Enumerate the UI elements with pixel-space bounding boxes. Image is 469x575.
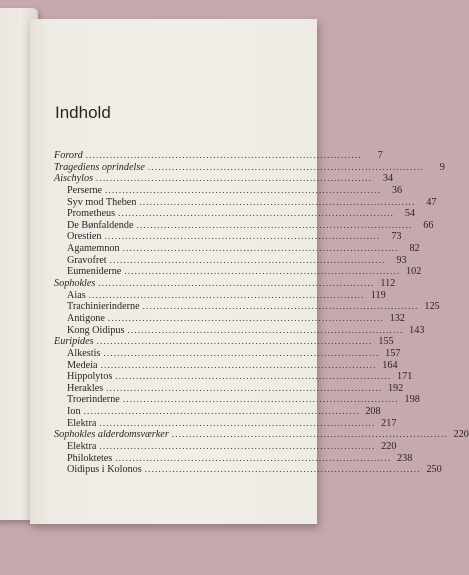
toc-entry-title: Sophokles alderdomsværker <box>54 429 169 441</box>
toc-entry <box>54 184 403 197</box>
toc-entry <box>54 371 413 383</box>
toc-entry-page-number: 73 <box>391 231 402 243</box>
toc-entry-title: Aischylos <box>54 173 94 185</box>
dot-leader: ................................................................................ <box>122 394 399 405</box>
toc-entry <box>54 161 445 174</box>
dot-leader: ................................................................................ <box>127 324 404 335</box>
toc-entry <box>54 464 442 476</box>
dot-leader: ................................................................................ <box>85 150 362 160</box>
toc-entry-page-number: 217 <box>381 417 397 429</box>
dot-leader: ................................................................................ <box>106 382 383 393</box>
toc-entry-title: Elektra <box>67 417 97 429</box>
table-of-contents <box>54 150 469 476</box>
toc-entry-page-number: 143 <box>409 324 425 336</box>
toc-entry-title: Philoktetes <box>67 452 113 464</box>
toc-entry-title: Ion <box>67 406 81 418</box>
toc-entry <box>54 301 440 313</box>
toc-entry <box>54 196 437 209</box>
dot-leader: ................................................................................ <box>115 371 392 382</box>
toc-entry-page-number: 119 <box>370 289 386 301</box>
toc-entry-page-number: 208 <box>365 406 381 418</box>
toc-entry-page-number: 157 <box>385 347 401 359</box>
dot-leader: ................................................................................ <box>103 347 380 358</box>
toc-entry-page-number: 198 <box>404 394 420 406</box>
toc-entry <box>54 429 469 441</box>
toc-entry-title: Forord <box>54 150 83 161</box>
toc-entry <box>54 312 405 325</box>
toc-entry-title: Alkestis <box>67 347 101 359</box>
toc-entry-page-number: 125 <box>424 301 440 313</box>
toc-entry <box>54 254 407 267</box>
toc-entry-title: Trachinierinderne <box>67 301 140 313</box>
dot-leader: ................................................................................ <box>144 464 421 475</box>
toc-entry <box>54 278 396 290</box>
toc-entry-title: Kong Oidipus <box>67 324 125 336</box>
toc-entry-page-number: 220 <box>453 429 469 441</box>
toc-entry-page-number: 102 <box>406 266 422 278</box>
toc-entry-title: Aias <box>67 289 86 301</box>
toc-entry-title: Herakles <box>67 382 104 394</box>
toc-entry-title: Perserne <box>67 184 103 196</box>
toc-entry <box>54 359 398 372</box>
dot-leader: ................................................................................ <box>139 196 416 207</box>
toc-entry <box>54 208 416 220</box>
toc-entry-title: Hippolytos <box>67 371 113 383</box>
dot-leader: ................................................................................ <box>107 312 384 323</box>
toc-entry-page-number: 164 <box>382 359 398 371</box>
toc-entry-title: Antigone <box>67 312 105 324</box>
toc-entry-page-number: 54 <box>404 208 416 220</box>
toc-entry-page-number: 192 <box>387 382 404 394</box>
toc-entry-page-number: 9 <box>439 161 445 173</box>
toc-entry-title: Medeia <box>67 359 98 371</box>
toc-entry-title: Oidipus i Kolonos <box>67 464 142 476</box>
toc-entry-title: Sophokles <box>54 278 96 290</box>
toc-entry <box>54 173 394 185</box>
dot-leader: ................................................................................ <box>124 266 401 277</box>
toc-entry-page-number: 47 <box>426 196 437 208</box>
page-title: Indhold <box>55 103 111 122</box>
toc-entry <box>54 336 394 348</box>
dot-leader: ................................................................................ <box>115 452 392 463</box>
dot-leader: ................................................................................ <box>105 184 382 195</box>
toc-entry <box>54 452 413 465</box>
toc-entry-title: Orestien <box>67 231 102 243</box>
toc-entry-page-number: 112 <box>380 278 396 290</box>
toc-entry <box>54 266 422 278</box>
toc-entry-page-number: 93 <box>396 254 407 266</box>
toc-entry-page-number: 7 <box>377 150 383 161</box>
toc-entry <box>54 150 383 162</box>
dot-leader: ................................................................................ <box>83 406 360 417</box>
toc-entry-page-number: 82 <box>409 243 420 255</box>
toc-entry <box>54 382 404 395</box>
toc-entry <box>54 347 401 360</box>
toc-entry-page-number: 220 <box>381 441 397 453</box>
dot-leader: ................................................................................ <box>142 301 419 312</box>
dot-leader: ................................................................................ <box>104 231 381 242</box>
toc-entry-title: Troerinderne <box>67 394 120 406</box>
toc-entry-page-number: 34 <box>382 173 394 185</box>
toc-entry-title: Prometheus <box>67 208 116 220</box>
toc-entry <box>54 243 420 255</box>
dot-leader: ................................................................................ <box>99 417 376 428</box>
dot-leader: ................................................................................ <box>99 441 376 452</box>
toc-entry-title: De Bønfaldende <box>67 219 134 231</box>
book-page <box>30 19 469 524</box>
toc-entry <box>54 231 402 243</box>
toc-entry <box>54 394 420 406</box>
toc-entry-page-number: 36 <box>391 184 403 196</box>
toc-entry-title: Eumeniderne <box>67 266 122 278</box>
toc-entry <box>54 219 434 232</box>
toc-entry <box>54 417 397 430</box>
dot-leader: ................................................................................ <box>109 254 386 265</box>
toc-entry <box>54 324 425 337</box>
toc-entry-title: Elektra <box>67 441 97 453</box>
toc-entry-page-number: 250 <box>426 464 442 476</box>
dot-leader: ................................................................................ <box>122 243 399 254</box>
toc-entry-title: Agamemnon <box>67 243 120 255</box>
dot-leader: ................................................................................ <box>88 289 365 300</box>
dot-leader: ................................................................................ <box>100 359 377 370</box>
dot-leader: ................................................................................ <box>118 208 395 219</box>
toc-entry-title: Syv mod Theben <box>67 196 137 208</box>
toc-entry <box>54 406 381 418</box>
toc-entry-title: Gravofret <box>67 254 107 266</box>
toc-entry-page-number: 238 <box>397 452 413 464</box>
dot-leader: ................................................................................ <box>136 219 413 230</box>
dot-leader: ................................................................................ <box>171 429 448 440</box>
toc-entry-page-number: 132 <box>389 312 405 324</box>
dot-leader: ................................................................................ <box>96 336 373 347</box>
toc-entry-page-number: 66 <box>423 219 434 231</box>
toc-entry-title: Euripides <box>54 336 94 348</box>
toc-entry <box>54 289 386 302</box>
toc-entry-page-number: 155 <box>378 336 394 348</box>
toc-entry <box>54 441 397 453</box>
toc-entry-page-number: 171 <box>397 371 413 383</box>
dot-leader: ................................................................................ <box>98 278 375 289</box>
dot-leader: ................................................................................ <box>147 161 424 172</box>
toc-entry-title: Tragediens oprindelse <box>54 161 145 173</box>
dot-leader: ................................................................................ <box>96 173 373 184</box>
